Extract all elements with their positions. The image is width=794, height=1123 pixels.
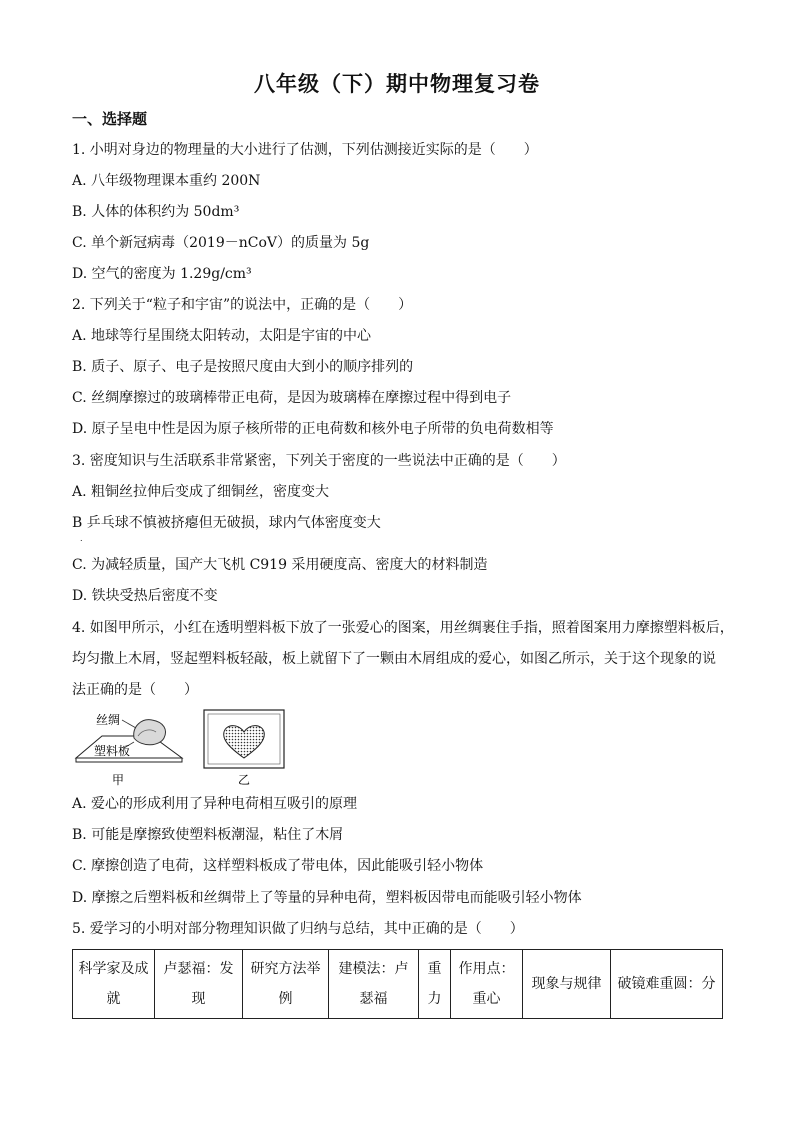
q3-option-c: C. 为减轻质量，国产大飞机 C919 采用硬度高、密度大的材料制造: [72, 557, 488, 573]
q4-stem-line1: 4. 如图甲所示，小红在透明塑料板下放了一张爱心的图案，用丝绸裹住手指，照着图案用力摩擦塑料板后，: [72, 620, 734, 636]
table-cell: 现象与规律: [523, 950, 611, 1019]
q3-stem: 3. 密度知识与生活联系非常紧密，下列关于密度的一些说法中正确的是（ ）: [72, 453, 566, 469]
stray-dot: .: [80, 534, 83, 543]
q4-option-c: C. 摩擦创造了电荷，这样塑料板成了带电体，因此能吸引轻小物体: [72, 858, 484, 874]
page-title: 八年级（下）期中物理复习卷: [254, 72, 540, 96]
hand-icon: [134, 720, 166, 745]
q3-option-a: A. 粗铜丝拉伸后变成了细铜丝，密度变大: [72, 484, 330, 500]
table-cell: 重力: [419, 950, 451, 1019]
caption-b: 乙: [238, 773, 251, 787]
table-cell: 破镜难重圆：分: [611, 950, 723, 1019]
q2-option-d: D. 原子呈电中性是因为原子核所带的正电荷数和核外电子所带的负电荷数相等: [72, 421, 554, 437]
q4-figure: [72, 708, 292, 788]
q2-option-a: A. 地球等行星围绕太阳转动，太阳是宇宙的中心: [72, 328, 372, 344]
q2-option-c: C. 丝绸摩擦过的玻璃棒带正电荷，是因为玻璃棒在摩擦过程中得到电子: [72, 390, 512, 406]
silk-label: 丝绸: [96, 713, 121, 727]
section-heading: 一、选择题: [72, 110, 148, 128]
table-cell: 卢瑟福：发现: [155, 950, 243, 1019]
q3-option-b: B 乒乓球不慎被挤瘪但无破损，球内气体密度变大: [72, 515, 381, 531]
q3-option-d: D. 铁块受热后密度不变: [72, 588, 218, 604]
q4-option-b: B. 可能是摩擦致使塑料板潮湿，粘住了木屑: [72, 827, 344, 843]
q5-table: [72, 949, 723, 1019]
caption-a: 甲: [112, 773, 125, 787]
q1-stem: 1. 小明对身边的物理量的大小进行了估测，下列估测接近实际的是（ ）: [72, 142, 538, 158]
figure-b: [204, 710, 284, 787]
q2-stem: 2. 下列关于“粒子和宇宙”的说法中，正确的是（ ）: [72, 297, 413, 313]
q4-option-d: D. 摩擦之后塑料板和丝绸带上了等量的异种电荷，塑料板因带电而能吸引轻小物体: [72, 890, 582, 906]
figure-a: [76, 713, 182, 787]
q1-option-d: D. 空气的密度为 1.29g/cm³: [72, 266, 252, 282]
q1-option-b: B. 人体的体积约为 50dm³: [72, 204, 240, 220]
q4-option-a: A. 爱心的形成利用了异种电荷相互吸引的原理: [72, 796, 358, 812]
board-label: 塑料板: [94, 744, 131, 758]
table-cell: 研究方法举例: [243, 950, 329, 1019]
table-cell: 科学家及成就: [73, 950, 155, 1019]
q1-option-c: C. 单个新冠病毒（2019－nCoV）的质量为 5g: [72, 235, 370, 251]
q5-stem: 5. 爱学习的小明对部分物理知识做了归纳与总结，其中正确的是（ ）: [72, 921, 524, 937]
table-cell: 建模法：卢瑟福: [329, 950, 419, 1019]
q1-option-a: A. 八年级物理课本重约 200N: [72, 173, 261, 189]
q4-stem-line3: 法正确的是（ ）: [72, 682, 198, 698]
q4-stem-line2: 均匀撒上木屑，竖起塑料板轻敲，板上就留下了一颗由木屑组成的爱心，如图乙所示，关于这个现象的说: [72, 651, 716, 667]
table-cell: 作用点：重心: [451, 950, 523, 1019]
q2-option-b: B. 质子、原子、电子是按照尺度由大到小的顺序排列的: [72, 359, 414, 375]
table-row: [73, 950, 723, 1019]
